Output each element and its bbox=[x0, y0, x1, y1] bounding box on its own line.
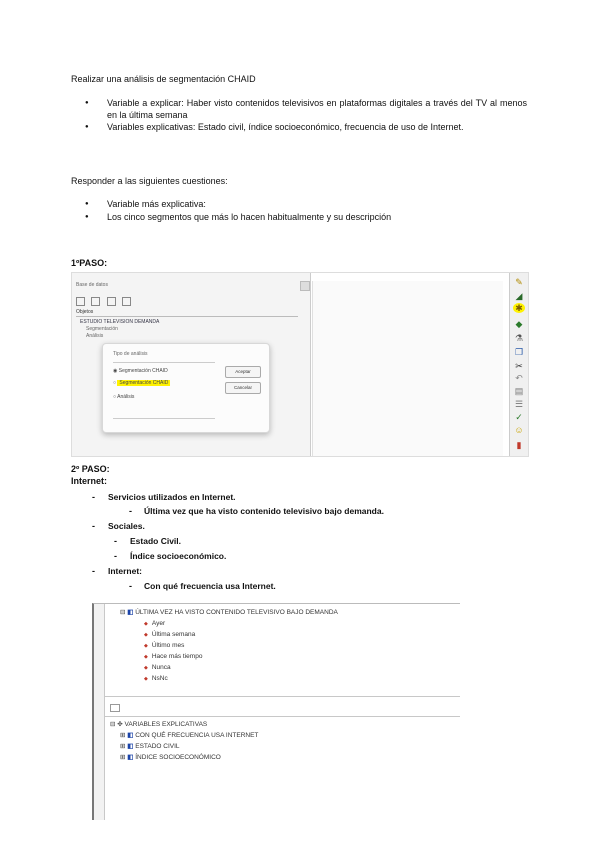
wand-icon[interactable]: ✎ bbox=[515, 277, 523, 287]
step2-subtitle: Internet: bbox=[71, 476, 107, 486]
explanatory-root[interactable]: ⊟ ✤ VARIABLES EXPLICATIVAS bbox=[110, 721, 208, 728]
outline-dash: - bbox=[114, 551, 117, 561]
list-item: ● Variable a explicar: Haber visto contenidos televisivos en plataformas digitales a través del TV al menos en la última semana bbox=[85, 98, 527, 121]
table-icon[interactable]: ▤ bbox=[514, 386, 524, 396]
category-item[interactable]: ◆ Ayer bbox=[144, 620, 166, 627]
panel-toolbar bbox=[76, 293, 136, 301]
tree-root[interactable]: Objetos bbox=[76, 309, 94, 315]
radio-option[interactable]: ○ Análisis bbox=[113, 394, 135, 400]
tree-item[interactable]: Segmentación bbox=[86, 326, 118, 332]
bullet-list-variables bbox=[85, 98, 527, 135]
divider bbox=[76, 316, 298, 317]
toolbar-button-icon[interactable] bbox=[91, 297, 100, 306]
explanatory-item[interactable]: ⊞ ◧ ESTADO CIVIL bbox=[120, 743, 180, 750]
stats-icon[interactable]: ▮ bbox=[516, 440, 522, 450]
outline-item: Sociales. bbox=[108, 521, 145, 531]
outline-item: Índice socioeconómico. bbox=[130, 551, 227, 561]
copy-icon[interactable]: ❐ bbox=[514, 347, 524, 357]
list-item: ● Variable más explicativa: bbox=[85, 199, 527, 211]
outline-dash: - bbox=[92, 521, 95, 531]
explanatory-item[interactable]: ⊞ ◧ ÍNDICE SOCIOECONÓMICO bbox=[120, 754, 221, 761]
list-icon[interactable]: ☰ bbox=[514, 399, 524, 409]
variables-icon: ✤ bbox=[117, 721, 123, 728]
dialog-title: Tipo de análisis bbox=[113, 351, 148, 357]
objects-panel bbox=[72, 273, 311, 456]
category-icon: ◆ bbox=[144, 632, 148, 638]
outline-dash: - bbox=[129, 581, 132, 591]
side-toolbar bbox=[509, 273, 528, 456]
outline-item: Con qué frecuencia usa Internet. bbox=[144, 581, 276, 591]
category-icon: ◆ bbox=[144, 621, 148, 627]
divider bbox=[113, 418, 215, 419]
check-icon[interactable]: ✓ bbox=[515, 412, 523, 422]
paint-icon[interactable]: ◆ bbox=[515, 319, 523, 329]
divider bbox=[104, 716, 460, 717]
accept-button[interactable]: Aceptar bbox=[225, 366, 261, 378]
toolbar-button-icon[interactable] bbox=[107, 297, 116, 306]
radio-option[interactable]: ◉ Segmentación CHAID bbox=[113, 368, 168, 374]
category-icon: ◆ bbox=[144, 676, 148, 682]
step2-screenshot bbox=[92, 603, 460, 820]
list-item: ● Variables explicativas: Estado civil, índice socioeconómico, frecuencia de uso de Internet. bbox=[85, 122, 527, 134]
category-icon: ◆ bbox=[144, 643, 148, 649]
outline-dash: - bbox=[129, 506, 132, 516]
outline-dash: - bbox=[114, 536, 117, 546]
category-item[interactable]: ◆ Hace más tiempo bbox=[144, 653, 203, 660]
category-item[interactable]: ◆ Nunca bbox=[144, 664, 171, 671]
list-item: ● Los cinco segmentos que más lo hacen habitualmente y su descripción bbox=[85, 212, 527, 224]
undo-icon[interactable]: ↶ bbox=[515, 373, 523, 383]
divider bbox=[104, 696, 460, 697]
database-icon: ◧ bbox=[127, 743, 134, 750]
step1-heading: 1ºPASO: bbox=[71, 258, 108, 268]
analysis-type-dialog bbox=[102, 343, 270, 433]
highlighted-tool-icon[interactable]: ✱ bbox=[513, 303, 525, 313]
step1-screenshot bbox=[71, 272, 529, 457]
category-item[interactable]: ◆ Último mes bbox=[144, 642, 185, 649]
outline-item: Última vez que ha visto contenido televisivo bajo demanda. bbox=[144, 506, 384, 516]
outline-item: Servicios utilizados en Internet. bbox=[108, 492, 236, 502]
tool-icon[interactable]: ✂ bbox=[515, 361, 523, 371]
workspace-panel bbox=[312, 281, 503, 456]
outline-dash: - bbox=[92, 566, 95, 576]
tree-item[interactable]: ESTUDIO TELEVISION DEMANDA bbox=[80, 319, 160, 325]
divider bbox=[113, 362, 215, 363]
toolbar-button-icon[interactable] bbox=[122, 297, 131, 306]
outline-dash: - bbox=[92, 492, 95, 502]
filter-icon[interactable]: ⚗ bbox=[514, 333, 524, 343]
intro-text: Realizar una análisis de segmentación CHAID bbox=[71, 74, 256, 84]
toolbar-button-icon[interactable] bbox=[76, 297, 85, 306]
scroll-box[interactable] bbox=[300, 281, 310, 291]
database-icon: ◧ bbox=[127, 754, 134, 761]
smile-icon[interactable]: ☺ bbox=[514, 425, 524, 435]
cancel-button[interactable]: Cancelar bbox=[225, 382, 261, 394]
database-icon: ◧ bbox=[127, 732, 134, 739]
chart-icon[interactable]: ◢ bbox=[515, 291, 523, 301]
comment-icon[interactable] bbox=[110, 704, 120, 712]
panel-gutter bbox=[94, 604, 105, 820]
radio-option-selected[interactable]: ○ Segmentación CHAID bbox=[113, 380, 169, 386]
panel-header: Base de datos bbox=[76, 282, 108, 288]
outline-item: Internet: bbox=[108, 566, 142, 576]
target-variable-node[interactable]: ⊟ ◧ ÚLTIMA VEZ HA VISTO CONTENIDO TELEVISIVO BAJO DEMANDA bbox=[120, 609, 338, 616]
category-item[interactable]: ◆ Última semana bbox=[144, 631, 196, 638]
category-icon: ◆ bbox=[144, 665, 148, 671]
database-icon: ◧ bbox=[127, 609, 134, 616]
outline-item: Estado Civil. bbox=[130, 536, 182, 546]
category-item[interactable]: ◆ NsNc bbox=[144, 675, 168, 682]
tree-item[interactable]: Análisis bbox=[86, 333, 104, 339]
bullet-list-questions bbox=[85, 199, 527, 224]
explanatory-item[interactable]: ⊞ ◧ CON QUÉ FRECUENCIA USA INTERNET bbox=[120, 732, 259, 739]
questions-intro: Responder a las siguientes cuestiones: bbox=[71, 176, 228, 186]
step2-heading: 2º PASO: bbox=[71, 464, 110, 474]
category-icon: ◆ bbox=[144, 654, 148, 660]
